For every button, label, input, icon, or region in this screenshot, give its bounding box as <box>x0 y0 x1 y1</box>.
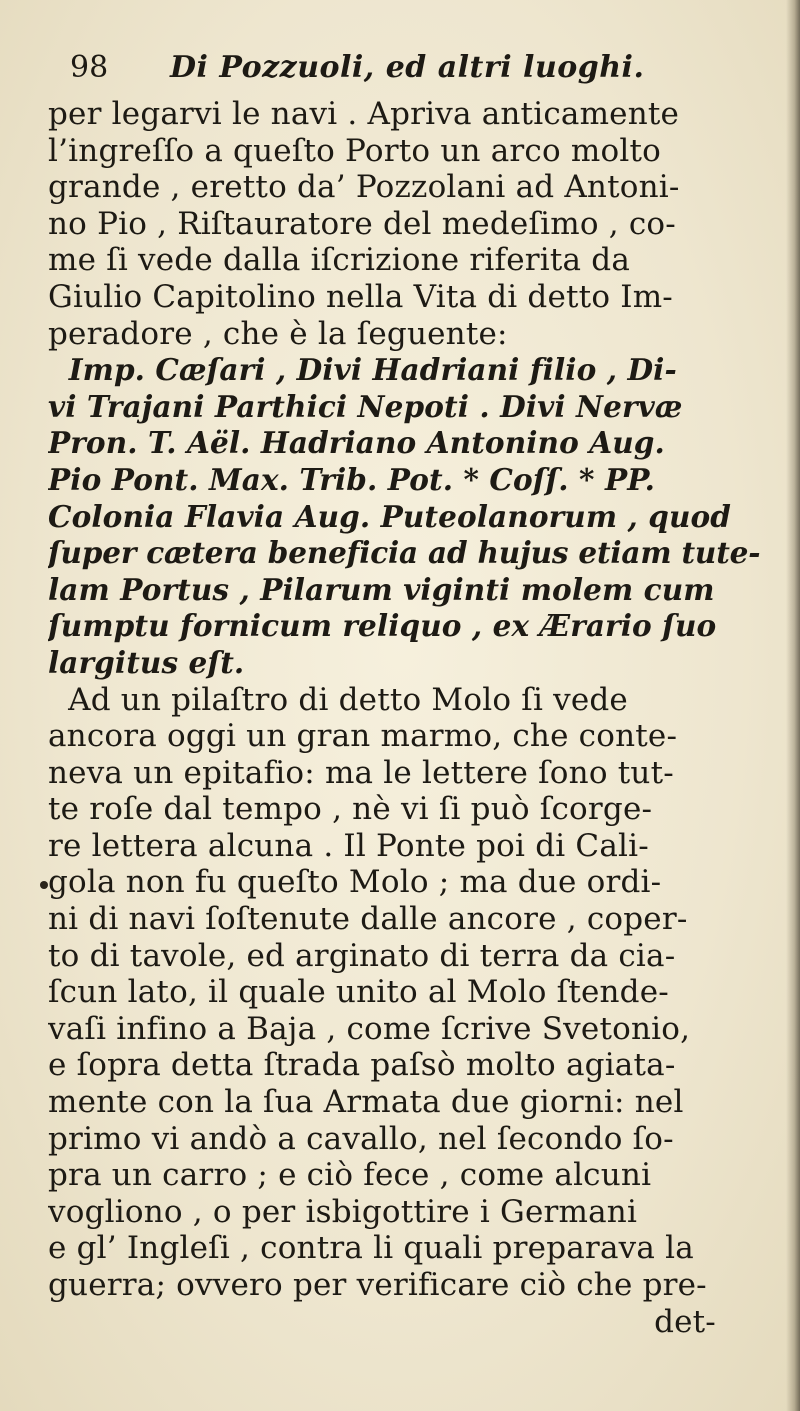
text-line: vi Trajani Parthici Nepoti . Divi Nervæ <box>48 388 683 424</box>
text-line: e gl’ Ingleſi , contra li quali preparava la <box>48 1230 694 1267</box>
text-line: peradore , che è la ſeguente: <box>48 315 508 352</box>
page-edge-shadow <box>786 0 800 1411</box>
running-head <box>48 50 760 96</box>
text-line: Imp. Cæſari , Divi Hadriani filio , Di- <box>48 352 677 388</box>
text-line: ni di navi ſoſtenute dalle ancore , coper- <box>48 901 688 938</box>
text-line: re lettera alcuna . Il Ponte poi di Cali- <box>48 827 649 864</box>
text-line: Giulio Capitolino nella Vita di detto Im- <box>48 278 673 315</box>
text-line: pra un carro ; e ciò fece , come alcuni <box>48 1157 652 1194</box>
catchword: det- <box>654 1303 716 1340</box>
text-block <box>48 50 760 1340</box>
text-line: e ſopra detta ſtrada paſsò molto agiata- <box>48 1047 676 1084</box>
text-line: l’ingreſſo a queſto Porto un arco molto <box>48 132 661 169</box>
text-line: ſumptu fornicum reliquo , ex Ærario ſuo <box>48 608 717 644</box>
text-line: to di tavole, ed arginato di terra da cia- <box>48 937 676 974</box>
text-line: vogliono , o per isbigottire i Germani <box>48 1193 638 1230</box>
running-title: Di Pozzuoli, ed altri luoghi. <box>170 50 645 85</box>
text-line: Pio Pont. Max. Trib. Pot. * Coſſ. * PP. <box>48 461 655 497</box>
text-line: Ad un pilaſtro di detto Molo ſi vede <box>48 681 628 718</box>
body-text <box>48 96 760 1304</box>
text-line: primo vi andò a cavallo, nel ſecondo ſo- <box>48 1120 674 1157</box>
text-line: neva un epitafio: ma le lettere ſono tut- <box>48 754 674 791</box>
text-line: per legarvi le navi . Apriva anticamente <box>48 96 680 132</box>
text-line: lam Portus , Pilarum viginti molem cum <box>48 571 715 607</box>
margin-mark <box>40 881 48 889</box>
page-number: 98 <box>70 50 109 85</box>
text-line: largitus eſt. <box>48 644 245 680</box>
text-line: Colonia Flavia Aug. Puteolanorum , quod <box>48 498 732 534</box>
text-line: gola non fu queſto Molo ; ma due ordi- <box>48 864 662 901</box>
text-line: ſuper cætera beneficia ad hujus etiam tute- <box>48 535 760 571</box>
text-line: guerra; ovvero per verificare ciò che pre- <box>48 1267 707 1303</box>
text-line: ſcun lato, il quale unito al Molo ſtende- <box>48 974 669 1011</box>
text-line: Pron. T. Aël. Hadriano Antonino Aug. <box>48 425 665 461</box>
text-line: mente con la ſua Armata due giorni: nel <box>48 1084 684 1121</box>
text-line: grande , eretto da’ Pozzolani ad Antoni- <box>48 169 680 206</box>
text-line: ancora oggi un gran marmo, che conte- <box>48 718 678 755</box>
text-line: vaſi infino a Baja , come ſcrive Svetonio, <box>48 1010 691 1047</box>
text-line: te roſe dal tempo , nè vi ſi può ſcorge- <box>48 791 653 828</box>
text-line: no Pio , Riſtauratore del medeſimo , co- <box>48 205 676 242</box>
text-line: me ſi vede dalla iſcrizione riferita da <box>48 242 630 279</box>
